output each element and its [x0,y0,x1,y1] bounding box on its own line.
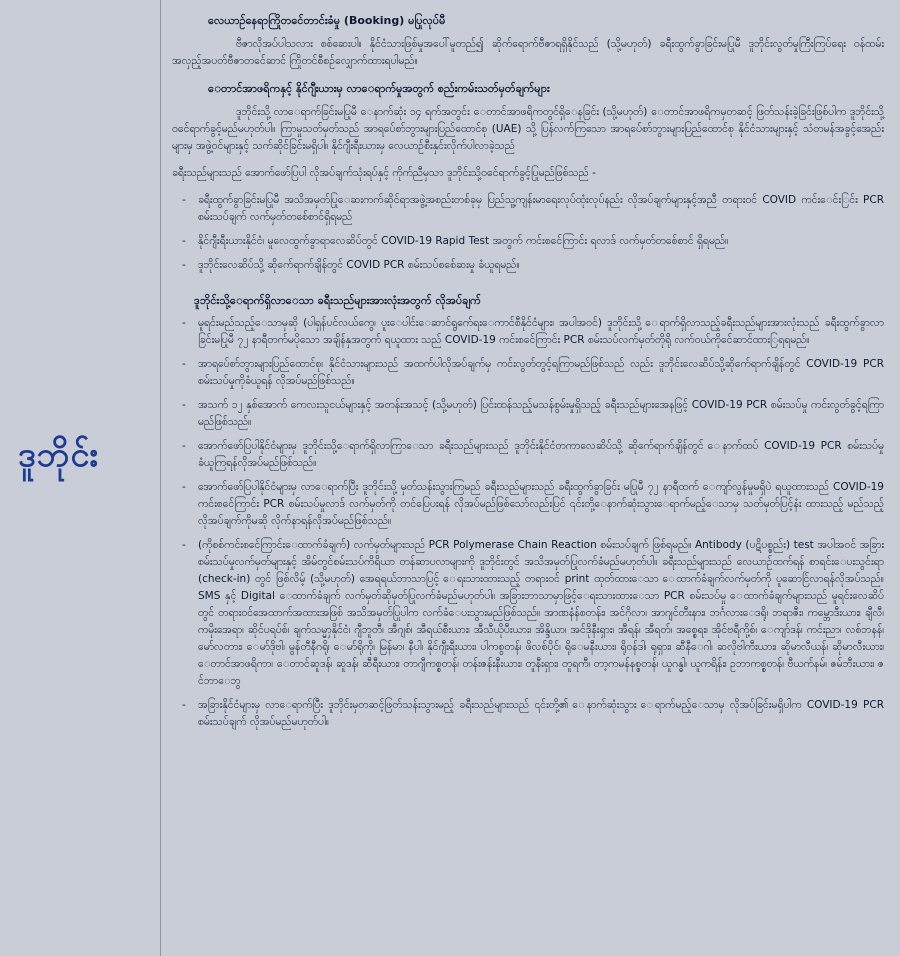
list-item: - (ကိုစစ်ကင်းစင်ေကြာင်းေထာက်ခံချက်) လက်မှတ်များသည် PCR Polymerase Chain Reaction စမ်းသပ်ချက် ဖြစ်ရမည်။ Antibody (ပဋိပစ္စည်း) test အပါအဝင် အခြားစမ်းသပ်မှုလက်မှတ်များနှင့် အိမ်တွင်စမ်းသပ်ကိရိယာ တန်ဆာပလာများကို ဒူဘိုင်းတွင် အသိအမှတ်ပြုလက်ခံမည်မဟုတ်ပါ။ ခရီးသည်များသည် လေယာဉ်ထက်ရန် စာရင်းေပးသွင်းရာ (check-in) တွင် ဖြစ်လိမ့် (သို့မဟုတ်) အေရရယ်ဘာသာပြင့် ေရးသားထားသည့် တရားဝင် print ထုတ်ထားေသာ ေထာက်ခံချက်လက်မှတ်ကို ပူဆောင်ြလာရန်လိုအပ်သည်။ SMS နှင့် Digital ေထာက်ခံချက် လက်မှတ်ဆိုမှတ်ပြုလက်ခံမည်မဟုတ်ပါ။ အခြားဘာသာမှာဖြင့်ေရးသားထားေသာ PCR စမ်းသပ်မှု ေထာက်ခံချက်များသည် မူရင်းလေဆိပ်တွင် တရားဝင်အေထာက်အထားအဖြစ် အသိအမှတ်ပြုပါက လက်ခံေပးသွားမည်ဖြစ်သည်။ အာဏနံန်စတန်း၊ အင်ဂိုလာ၊ အာဂျင်တီးနား၊ ဘင်္ဂလားေဒရို၊ ဘရာဇီး၊ ကမ္ဘောဒီးယား၊ ချီလီ၊ ကမိုးအေရာ၊ ဆိုင်ပရပ်စ်၊ ချက်သမ္မှာနိုင်ငံ၊ ဂျီဘူတီ၊ အီဂျစ်၊ အီရယ်စီးယား၊ အီသီယိုပီးယား၊ အိန္ဒိယာ၊ အင်ဒိုနီးရှား၊ အီရန်၊ အီရတ်၊ အစ္စေရး၊ အိုင်ဗရီကို့စ်၊ ေကျာ်ဒန်၊ ကင်းညာ၊ လစ်ဘနန်၊ မော်လတား၊ ေမာ်ဒိုဗါ၊ မွန်တီနီဂရို၊ ေမာ်ရိုကို၊ မြန်မာ၊ နီပါ၊ နိုင်ဂျီးရီးယား၊ ပါကစွတန်၊ ဖိလစ်ပိုင်၊ ရိုေမနီးယား၊ ရိုဝန်ဒါ၊ ရုရှား၊ ဆီနီေဂါ၊ ဆလိုဗါကီးယား၊ ဆိုမာလီယန်၊ ဆိုမာလီးယား၊ ေတာင်အာဖရိကာ၊ ေတာင်ဆူဒန်၊ ဆူဒန်၊ ဆီရီးယား၊ တာဂျီကစ္စတန်၊ တန်းဇန်းနီးယား၊ တူနီးရှား၊ တူရကီ၊ တာ့ကမန်နစ္စတန်၊ ယူဂန္ဓါ၊ ယူကရိန်း၊ ဥဘာကစ္စတန်၊ ဗီယက်နမ်၊ ဇမ်ဘီးယား၊ ဇင်ဘာေဘွ [172,537,884,690]
list-item: - အသက် ၁၂ နှစ်အောက် ကေလးသူငယ်များနှင့် အတန်းအသင့် (သို့မဟုတ်) ပြင်းထန်သည့်မသန်စွမ်းမှုရှိသည့် ခရီးသည်များအေနဖြင့် COVID-19 PCR စမ်းသပ်မှု ကင်းလွတ်ခွင့်ရကြာမည်ဖြစ်သည်။ [172,397,884,431]
requirements-list [172,192,884,274]
list-item: - ဒူဘိုင်းလေဆိပ်သို့ ဆိုက်ေရာက်ချိန်တွင် COVID PCR စမ်းသပ်စစ်ေဆးမှု ခံယူရမည်။ [172,257,884,274]
list-item: - အောက်ဖော်ပြပါနိုင်ငံများမှ လာေရာက်ပြီး ဒူဘိုင်းသို့ မှတ်သန်းသွားကြမည် ခရီးသည်များသည် ခရီးထွက်ခွာခြင်း မပြုမီ ၇၂ နာရီထက် ေကျာ်လွန်မှုမရှိပဲ ရယူထားသည် COVID-19 ကင်းစင်ေကြာင်း PCR စမ်းသပ်မှုလာဒ် လက်မှတ်ကို တင်ပြေပးရန် လိုအပ်မည်ဖြစ်သော်လည်းပြင် ၎င်းတို့ေနာက်ဆုံးသွားေရာက်မည့်ေသာမှ သတ်မှတ်ပြင့်နံး ထားသည့် မည်သည့်လိုအပ်ချက်ကိုမဆို လိုက်နာရန်လိုအပ်မည်ဖြစ်သည်။ [172,479,884,530]
paragraph-requirements-1: ဒူဘိုင်းသို့ လာေရာက်ခြင်းမပြုမီ ေနာက်ဆုံး ၁၄ ရက်အတွင်း ေတာင်အာဖရိကတွင်ရှိေနခြင်း (သို့မဟုတ်) ေတာင်အာဖရိကမှတဆင့် ဖြတ်သန်းခဲ့ခြင်းဖြစ်ပါက ဒူဘိုင်းသို့ ဝင်ေရာက်ခွင့်မည်မဟုတ်ပါ။ ကြာမှုသတ်မှတ်သည် အာရပ်ေစာ်ဘွားများပြည်ထောင်စု (UAE) သို့ ပြန်လက်ကြသော အာရပ်ေစာ်ဘွားများပြည်ထောင်စု နိုင်ငံသားများနှင့် သံတမန်အခွင့်အေည်းများမှ အဖွဲ့ဝင်များနှင့် သက်ဆိုင်ခြင်းမရှိပါ။ နိုင်ဂျီးရီးယားမှ လေယာဉ်စီးနှင်းလိုက်ပါလာခဲ့သည် [172,105,884,152]
list-item: - အာရပ်ေစာ်ဘွားများပြည်ထောင်စု၊ နိုင်ငံသားများသည် အထက်ပါလိုအပ်ချက်မှ ကင်းလွတ်တွင့်ရကြာမည်ဖြစ်သည် လည်း ဒူဘိုင်းလေဆိပ်သို့ဆိုက်ေရာက်ချိန်တွင် COVID-19 PCR စမ်းသပ်မှုကိုခံယူရန် လိုအပ်မည်ဖြစ်သည်။ [172,356,884,390]
list-item: - နိုင်ဂျီးရီးယားနိုင်ငံ၊ မူလေထွက်ခွာရာလေဆိပ်တွင် COVID-19 Rapid Test အတွက် ကင်းစင်ေကြာင်း ရလာဒ် လက်မှတ်တစ်ေစာင် ရှိရမည်။ [172,233,884,250]
section-spacer [172,282,884,288]
paragraph-requirements-2: ခရီးသည်များသည် အောက်ဖော်ပြပါ လိုအပ်ချက်သုံးရပ်နှင့် ကိုက်ညီမှသာ ဒူဘိုင်းသို့ဝင်ေရာက်ခွင့်ပြုမည်ဖြစ်သည် - [172,166,596,179]
heading-booking: လေယာဉ်နေရာကြိုတင်ေတာင်းခံမှု (Booking) မပြုလုပ်မီ [208,14,446,27]
list-item: - အောက်ဖော်ပြပါနိုင်ငံများမှ ဒူဘိုင်းသို့ေရာက်ရှိလာကြာေသာ ခရီးသည်များသည် ဒူဘိုင်းနိုင်ငံတကာလေဆိပ်သို့ ဆိုက်ေရာက်ချိန်တွင် ေနာက်ထပ် COVID-19 PCR စမ်းသပ်မှု ခံယူကြရန်လိုအပ်မည်ဖြစ်သည်။ [172,438,884,472]
paragraph-booking: ဗီဇာလိုအပ်ပါသလား စစ်ဆေးပါ။ နိုင်ငံသားဖြစ်မှုအပေါ်မူတည်၍ ဆိုက်ရောက်ဗီဇာရရှိနိုင်သည် (သို့မဟုတ်) ခရီးထွက်ခွာခြင်းမပြုမီ ဒူဘိုင်းလွတ်မှုကြီးကြပ်ရေး ဝန်ထမ်း အလှည့်အပတ်ဗီဇာတင်ေဆာင် ကြိုတင်စီစဉ်လျှောက်ထားရပါမည်။ [172,37,884,67]
list-item: - အခြားနိုင်ငံများမှ လာေရာက်ပြီး ဒူဘိုင်းမှတဆင့်ဖြတ်သန်းသွားမည့် ခရီးသည်များသည် ၎င်းတို့၏ ေနာက်ဆုံးသွား ေရာက်မည့်ေသာမှ လိုအပ်ခြင်းမရှိပါက COVID-19 PCR စမ်းသပ်ချက် လိုအပ်မည်မဟုတ်ပါ။ [172,697,884,731]
list-item: - ခရီးထွက်ခွာခြင်းမပြုမီ အသိအမှတ်ပြုေဆးကက်ဆိုင်ရာအဖွဲ့အစည်းတစ်ခုမှ ပြည်သူ့ကျန်းမာရေးလုပ်ထုံးလုပ်နည်း လိုအပ်ချက်များနှင့်အညီ တရားဝင် COVID ကင်းေင်းြင်း PCR စမ်းသပ်ချက် လက်မှတ်တစ်ေစာင်ရှိရမည် [172,192,884,226]
watermark-text: ဒူဘိုင်း [18,435,99,475]
heading-requirements: ေတာင်အာဖရိကနှင့် နိုင်ဂျီးယားမှ လာေရာက်မှုအတွက် စည်းကမ်းသတ်မှတ်ချက်များ [208,81,550,95]
page-divider-rule [160,0,161,956]
travel-requirements-list [172,315,884,731]
document-body [172,8,884,739]
heading-travel: ဒူဘိုင်းသို့ေရာက်ရှိလာေသာ ခရီးသည်များအားလုံးအတွက် လိုအပ်ချက် [194,293,481,307]
list-item: - မူရင်းမည်သည့်ေသာမှဆို (ပါရှန်ပင်လယ်ကွေ၊ ပူးေပါင်းေဆာင်ရွက်ေရးေကာင်စီနိုင်ငံများ၊ အပါအဝင်) ဒူဘိုင်းသို့ ေရာက်ရှိလာသည့်ခရီးသည်များအားလုံးသည် ခရီးထွက်ခွာလာခြင်းမပြုမီ ၇၂ နာရီတက်မပိုသော အချိန်နှအတွက် ရယူထား သည် COVID-19 ကင်းစင်ေကြာင်း PCR စမ်းသပ်လက်မှတ်တိုရို လက်ဝယ်ကိုင်ေဆာင်ထားြရရမည်။ [172,315,884,349]
